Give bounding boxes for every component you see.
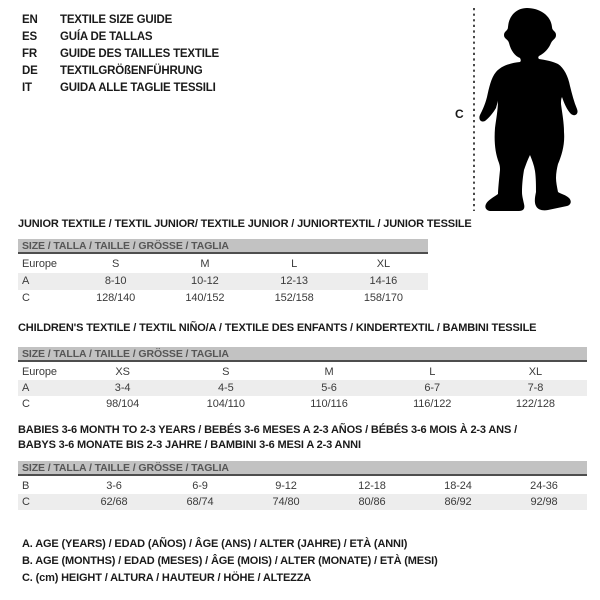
language-row-es <box>22 29 219 46</box>
size-value-cell: 3-6 <box>106 480 122 492</box>
babies-size-table <box>18 478 587 510</box>
size-value-cell: 86/92 <box>444 496 472 508</box>
language-code: EN <box>22 14 38 26</box>
row-label: C <box>22 292 30 304</box>
size-value-cell: 10-12 <box>191 275 219 287</box>
row-label: Europe <box>22 366 57 378</box>
size-value-cell: 140/152 <box>185 292 225 304</box>
guide-title-fr: GUIDE DES TAILLES TEXTILE <box>60 48 219 60</box>
size-value-cell: 152/158 <box>274 292 314 304</box>
size-value-cell: 14-16 <box>369 275 398 287</box>
size-value-cell: 98/104 <box>106 398 140 410</box>
guide-title-it: GUIDA ALLE TAGLIE TESSILI <box>60 82 216 94</box>
row-label: C <box>22 398 30 410</box>
language-code: IT <box>22 82 32 94</box>
size-value-cell: XL <box>528 366 543 378</box>
junior-table-title: JUNIOR TEXTILE / TEXTIL JUNIOR/ TEXTILE JUNIOR / JUNIORTEXTIL / JUNIOR TESSILE <box>18 218 472 230</box>
guide-title-de: TEXTILGRÖßENFÜHRUNG <box>60 65 203 77</box>
table-row <box>18 396 587 412</box>
size-value-cell: XL <box>376 258 390 270</box>
size-value-cell: 8-10 <box>104 275 127 287</box>
size-value-cell: XS <box>115 366 130 378</box>
language-row-fr <box>22 46 219 63</box>
babies-table-title-line2: BABYS 3-6 MONATE BIS 2-3 JAHRE / BAMBINI 3-6 MESI A 2-3 ANNI <box>18 439 361 451</box>
size-value-cell: 110/116 <box>310 398 348 410</box>
size-value-cell: 4-5 <box>218 382 234 394</box>
size-value-cell: L <box>291 258 298 270</box>
size-value-cell: 24-36 <box>530 480 558 492</box>
size-value-cell: 6-9 <box>192 480 208 492</box>
size-value-cell: 158/170 <box>363 292 403 304</box>
table-row <box>18 478 587 494</box>
measurement-legend <box>22 536 438 587</box>
size-value-cell: 12-18 <box>358 480 386 492</box>
table-row <box>18 380 587 396</box>
guide-title-es: GUÍA DE TALLAS <box>60 31 153 43</box>
size-value-cell: 5-6 <box>321 382 337 394</box>
table-row <box>18 273 428 290</box>
language-code: FR <box>22 48 37 60</box>
children-size-header-bar: SIZE / TALLA / TAILLE / GRÖSSE / TAGLIA <box>18 347 587 362</box>
row-label: Europe <box>22 258 57 270</box>
size-value-cell: 92/98 <box>530 496 558 508</box>
size-value-cell: S <box>222 366 230 378</box>
table-row <box>18 290 428 307</box>
toddler-silhouette-figure <box>448 0 600 220</box>
row-label: A <box>22 382 30 394</box>
language-row-it <box>22 80 219 97</box>
row-label: B <box>22 480 30 492</box>
size-value-cell: 128/140 <box>96 292 136 304</box>
babies-table-title <box>18 423 517 453</box>
language-code: DE <box>22 65 38 77</box>
size-value-cell: 68/74 <box>186 496 214 508</box>
size-value-cell: 7-8 <box>527 382 544 394</box>
size-value-cell: 62/68 <box>100 496 128 508</box>
size-value-cell: S <box>112 258 120 270</box>
legend-age-years: A. AGE (YEARS) / EDAD (AÑOS) / ÂGE (ANS) / ALTER (JAHRE) / ETÀ (ANNI) <box>22 538 408 550</box>
table-row <box>18 256 428 273</box>
size-value-cell: L <box>429 366 436 378</box>
size-value-cell: 9-12 <box>275 480 297 492</box>
language-row-en <box>22 12 219 29</box>
table-row <box>18 364 587 380</box>
junior-size-table <box>18 256 428 307</box>
row-label: A <box>22 275 30 287</box>
children-table-title: CHILDREN'S TEXTILE / TEXTIL NIÑO/A / TEXTILE DES ENFANTS / KINDERTEXTIL / BAMBINI TESSILE <box>18 322 537 334</box>
size-value-cell: M <box>200 258 210 270</box>
table-row <box>18 494 587 510</box>
size-value-cell: M <box>324 366 334 378</box>
babies-size-header-bar: SIZE / TALLA / TAILLE / GRÖSSE / TAGLIA <box>18 461 587 476</box>
size-value-cell: 3-4 <box>114 382 131 394</box>
children-size-table <box>18 364 587 412</box>
legend-age-months: B. AGE (MONTHS) / EDAD (MESES) / ÂGE (MOIS) / ALTER (MONATE) / ETÀ (MESI) <box>22 555 438 567</box>
size-value-cell: 6-7 <box>424 382 441 394</box>
language-row-de <box>22 63 219 80</box>
junior-size-header-bar: SIZE / TALLA / TAILLE / GRÖSSE / TAGLIA <box>18 239 428 254</box>
size-value-cell: 104/110 <box>206 398 245 410</box>
height-measure-label: C <box>455 107 464 121</box>
language-title-list <box>22 12 219 97</box>
guide-title-en: TEXTILE SIZE GUIDE <box>60 14 173 26</box>
language-code: ES <box>22 31 37 43</box>
size-value-cell: 18-24 <box>444 480 472 492</box>
size-value-cell: 122/128 <box>515 398 555 410</box>
legend-height-cm: C. (cm) HEIGHT / ALTURA / HAUTEUR / HÖHE / ALTEZZA <box>22 572 312 584</box>
size-value-cell: 74/80 <box>272 496 300 508</box>
size-value-cell: 116/122 <box>413 398 452 410</box>
row-label: C <box>22 496 30 508</box>
babies-table-title-line1: BABIES 3-6 MONTH TO 2-3 YEARS / BEBÉS 3-6 MESES A 2-3 AÑOS / BÉBÉS 3-6 MOIS À 2-3 ANS / <box>18 424 517 436</box>
size-value-cell: 80/86 <box>358 496 386 508</box>
toddler-silhouette <box>479 8 577 211</box>
size-value-cell: 12-13 <box>280 275 308 287</box>
